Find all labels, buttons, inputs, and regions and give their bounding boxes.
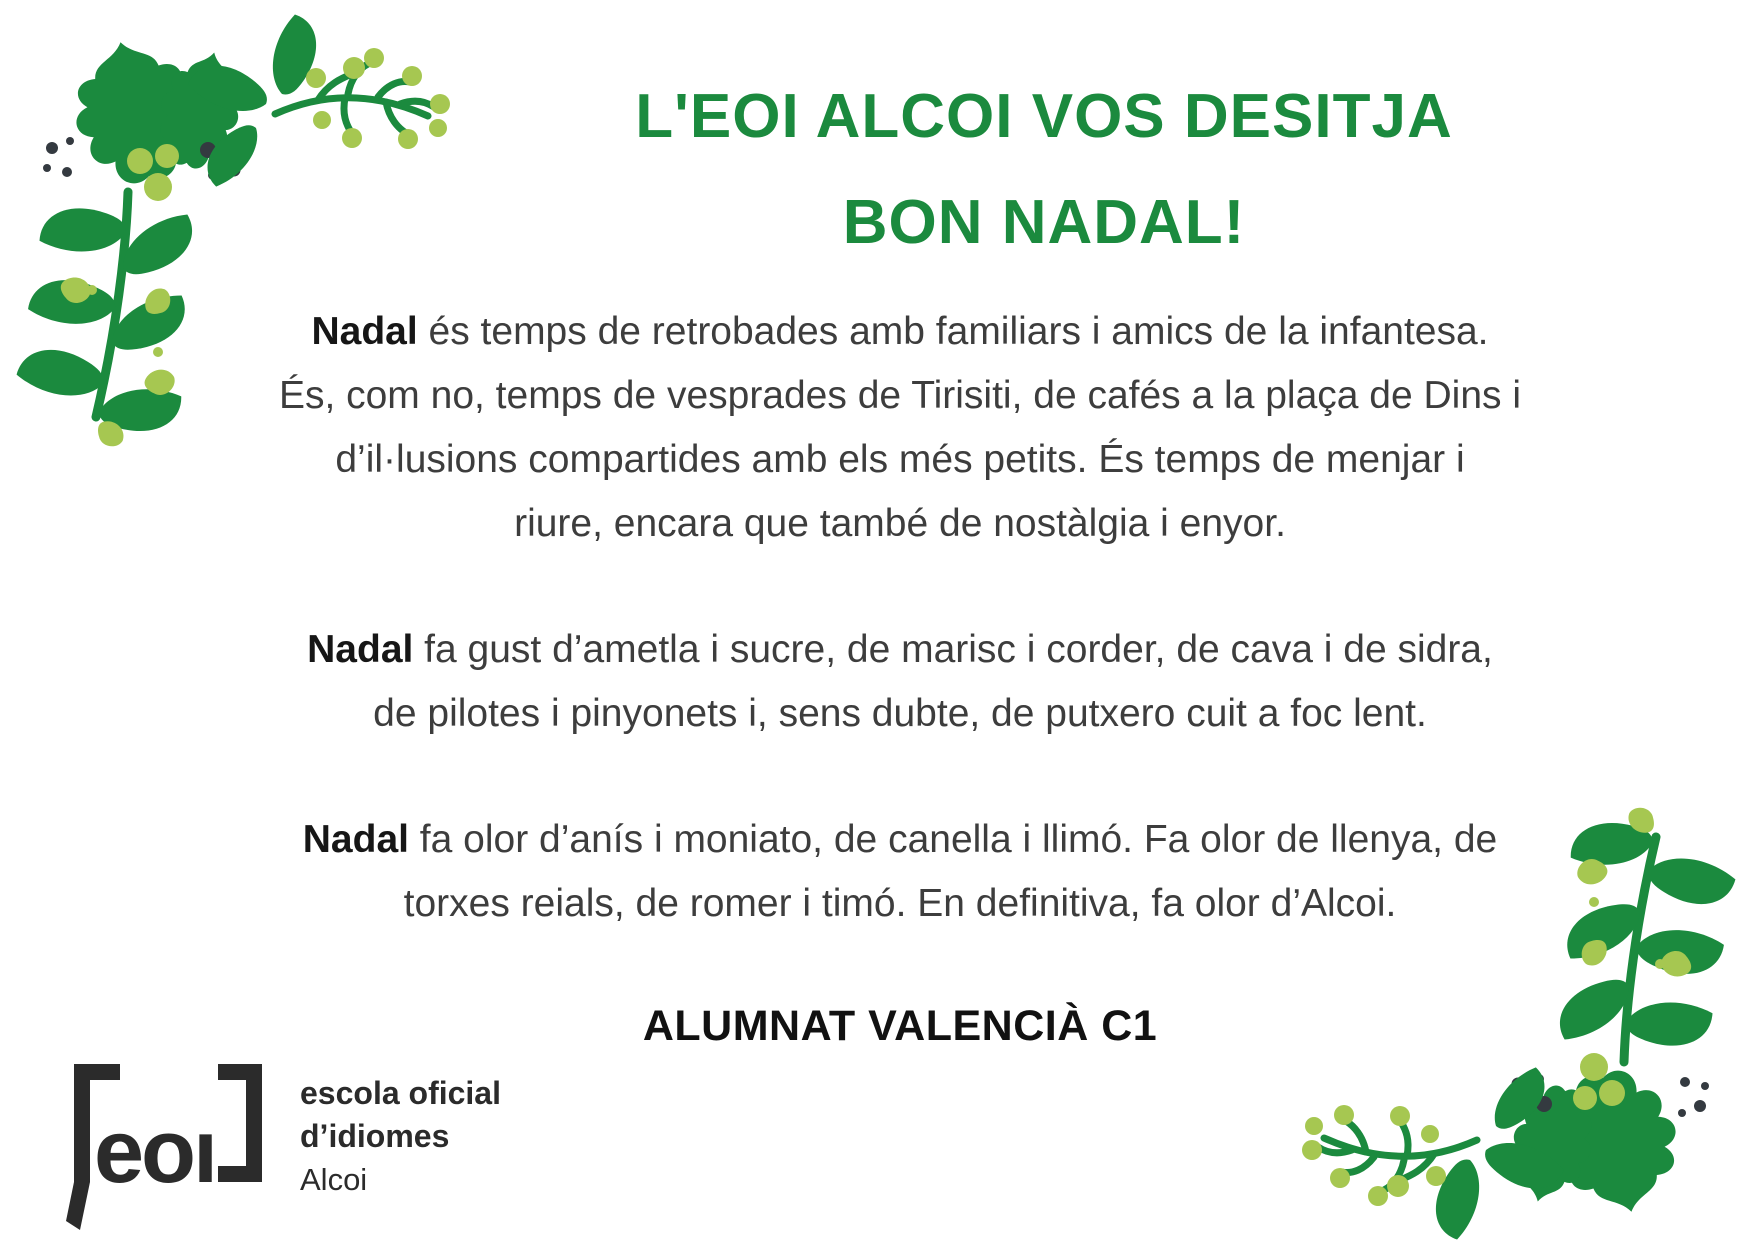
paragraph-olor <box>120 808 1680 936</box>
logo-line-3: Alcoi <box>300 1162 368 1197</box>
logo-line-1: escola oficial <box>300 1075 501 1111</box>
paragraph-line <box>120 618 1680 682</box>
eoi-brackets-logo-icon <box>66 1060 266 1235</box>
nadal-bold: Nadal <box>311 310 418 353</box>
paragraph-line-text: fa gust d’ametla i sucre, de marisc i corder, de cava i de sidra, <box>413 628 1493 671</box>
audience-heading: ALUMNAT VALENCIÀ C1 <box>642 1002 1158 1050</box>
paragraph-line <box>120 300 1680 364</box>
paragraph-line: torxes reials, de romer i timó. En definitiva, fa olor d’Alcoi. <box>403 882 1397 925</box>
logo-mark: eoı <box>94 1102 216 1202</box>
paragraph-retrobades <box>120 300 1680 556</box>
paragraph-line: d’il·lusions compartides amb els més petits. És temps de menjar i <box>335 438 1465 481</box>
paragraph-line: riure, encara que també de nostàlgia i enyor. <box>514 502 1286 545</box>
title-line-2: BON NADAL! <box>842 188 1246 257</box>
paragraph-line-text: fa olor d’anís i moniato, de canella i llimó. Fa olor de llenya, de <box>408 818 1498 861</box>
paragraph-line-text: és temps de retrobades amb familiars i amics de la infantesa. <box>417 310 1489 353</box>
nadal-bold: Nadal <box>307 628 414 671</box>
nadal-bold: Nadal <box>302 818 409 861</box>
paragraph-line: de pilotes i pinyonets i, sens dubte, de putxero cuit a foc lent. <box>373 692 1427 735</box>
eoi-logo <box>66 1060 501 1235</box>
logo-line-2: d’idiomes <box>300 1118 450 1154</box>
logo-text <box>300 1060 501 1201</box>
page-title <box>340 64 1748 276</box>
body-text <box>120 300 1680 998</box>
title-line-1: L'EOI ALCOI VOS DESITJA <box>635 82 1453 151</box>
paragraph-line: És, com no, temps de vesprades de Tirisiti, de cafés a la plaça de Dins i <box>278 374 1522 417</box>
paragraph-gust <box>120 618 1680 746</box>
paragraph-line <box>120 808 1680 872</box>
